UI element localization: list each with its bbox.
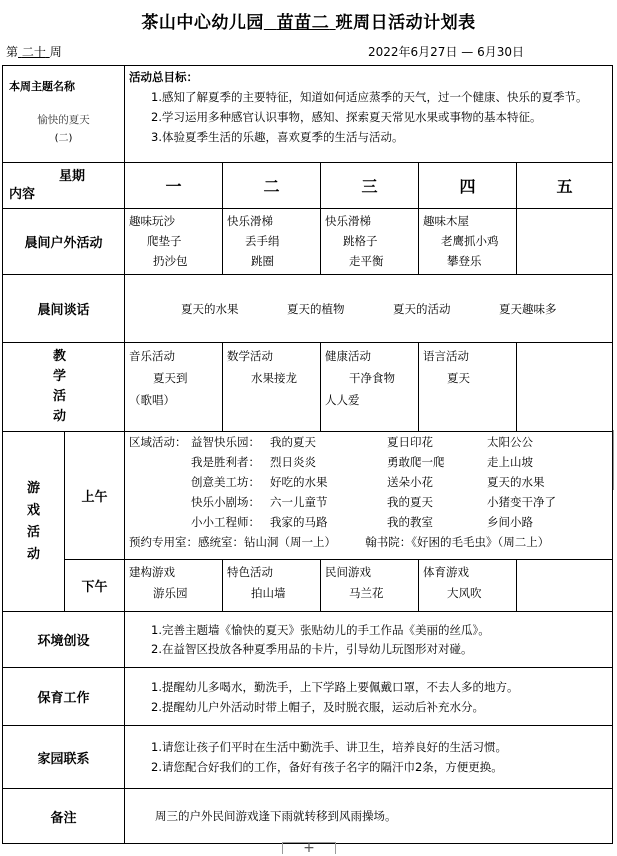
games-label: 游 戏 活 动 bbox=[3, 432, 65, 612]
games-am-label: 上午 bbox=[65, 432, 125, 560]
notes-label: 备注 bbox=[3, 789, 125, 844]
add-page-button[interactable]: + bbox=[282, 842, 336, 854]
morning-talk-content bbox=[125, 275, 613, 343]
morning-talk-label: 晨间谈话 bbox=[3, 275, 125, 343]
talk-item: 夏天趣味多 bbox=[499, 301, 557, 316]
goal-item: 1.感知了解夏季的主要特征，知道如何适应蒸季的天气，过一个健康、快乐的夏季节。 bbox=[151, 90, 588, 104]
notes-content: 周三的户外民间游戏逢下雨就转移到风雨操场。 bbox=[125, 789, 613, 844]
outdoor-mon: 趣味玩沙 爬垫子 扔沙包 bbox=[125, 209, 223, 275]
teaching-tue: 数学活动 水果接龙 bbox=[223, 343, 321, 432]
class-name: 苗苗二 bbox=[276, 13, 330, 33]
day-friday: 五 bbox=[517, 163, 613, 209]
environment-content: 1.完善主题墙《愉快的夏天》张贴幼儿的手工作品《美丽的丝瓜》。 2.在益智区投放各种夏季用品的卡片，引导幼儿玩图形对对碰。 bbox=[125, 612, 613, 668]
games-pm-label: 下午 bbox=[65, 560, 125, 612]
outdoor-wed: 快乐滑梯 跳格子 走平衡 bbox=[321, 209, 419, 275]
environment-label: 环境创设 bbox=[3, 612, 125, 668]
goals-label: 活动总目标： bbox=[129, 70, 198, 84]
talk-item: 夏天的水果 bbox=[181, 301, 239, 316]
day-tuesday: 二 bbox=[223, 163, 321, 209]
games-pm-tue: 特色活动 拍山墙 bbox=[223, 560, 321, 612]
day-monday: 一 bbox=[125, 163, 223, 209]
talk-item: 夏天的活动 bbox=[393, 301, 451, 316]
date-range: 2022年6月27日 — 6月30日 bbox=[368, 45, 524, 59]
games-pm-fri bbox=[517, 560, 613, 612]
goal-item: 3.体验夏季生活的乐趣，喜欢夏季的生活与活动。 bbox=[151, 130, 404, 144]
family-label: 家园联系 bbox=[3, 726, 125, 789]
morning-outdoor-label: 晨间户外活动 bbox=[3, 209, 125, 275]
page-title bbox=[0, 8, 617, 33]
theme-cell bbox=[3, 66, 125, 163]
games-pm-mon: 建构游戏 游乐园 bbox=[125, 560, 223, 612]
teaching-mon: 音乐活动 夏天到 （歌唱） bbox=[125, 343, 223, 432]
care-label: 保育工作 bbox=[3, 668, 125, 726]
page-edge-marker bbox=[613, 430, 617, 490]
title-suffix: 班周日活动计划表 bbox=[335, 13, 476, 33]
games-am-content: 区域活动： 益智快乐园： 我的夏天 我是胜利者： 烈日炎炎 创意美工坊： 好吃的水果 快乐小剧场： 六一儿童节 小小工程师： 我家的马路 夏日印花 勇敢爬一爬 送朵小花 我的夏天 我的教室 太阳公公 走上山坡 夏天的水果 小猪变干净了 乡间小路 预约专用室：感统室：钻山洞（周一上） 翰书院：《好困的毛毛虫》（周二上） bbox=[125, 432, 613, 560]
theme-name: 愉快的夏天 bbox=[37, 114, 90, 126]
goal-item: 2.学习运用多种感官认识事物，感知、探索夏天常见水果或事物的基本特征。 bbox=[151, 110, 542, 124]
outdoor-tue: 快乐滑梯 丢手绢 跳圈 bbox=[223, 209, 321, 275]
teaching-thu: 语言活动 夏天 bbox=[419, 343, 517, 432]
teaching-fri bbox=[517, 343, 613, 432]
talk-item: 夏天的植物 bbox=[287, 301, 345, 316]
care-content: 1.提醒幼儿多喝水，勤洗手，上下学路上要佩戴口罩，不去人多的地方。 2.提醒幼儿户外活动时带上帽子，及时脱衣服，运动后补充水分。 bbox=[125, 668, 613, 726]
day-thursday: 四 bbox=[419, 163, 517, 209]
theme-part: (二) bbox=[54, 133, 73, 144]
week-label: 第 二十 周 bbox=[6, 45, 62, 59]
area-label: 区域活动： bbox=[129, 435, 187, 449]
games-pm-wed: 民间游戏 马兰花 bbox=[321, 560, 419, 612]
family-content: 1.请您让孩子们平时在生活中勤洗手、讲卫生，培养良好的生活习惯。 2.请您配合好我们的工作，备好有孩子名字的隔汗巾2条，方便更换。 bbox=[125, 726, 613, 789]
special-rooms: 预约专用室：感统室：钻山洞（周一上） 翰书院：《好困的毛毛虫》（周二上） bbox=[129, 535, 550, 549]
teaching-label: 教 学 活 动 bbox=[3, 343, 125, 432]
theme-label: 本周主题名称 bbox=[9, 80, 75, 93]
outdoor-thu: 趣味木屋 老鹰抓小鸡 攀登乐 bbox=[419, 209, 517, 275]
games-pm-thu: 体育游戏 大风吹 bbox=[419, 560, 517, 612]
plan-table bbox=[2, 65, 613, 844]
goals-cell bbox=[125, 66, 613, 163]
weekday-corner: 星期 内容 bbox=[3, 163, 125, 209]
school-name: 茶山中心幼儿园 bbox=[141, 13, 264, 33]
outdoor-fri bbox=[517, 209, 613, 275]
teaching-wed: 健康活动 干净食物 人人爱 bbox=[321, 343, 419, 432]
day-wednesday: 三 bbox=[321, 163, 419, 209]
